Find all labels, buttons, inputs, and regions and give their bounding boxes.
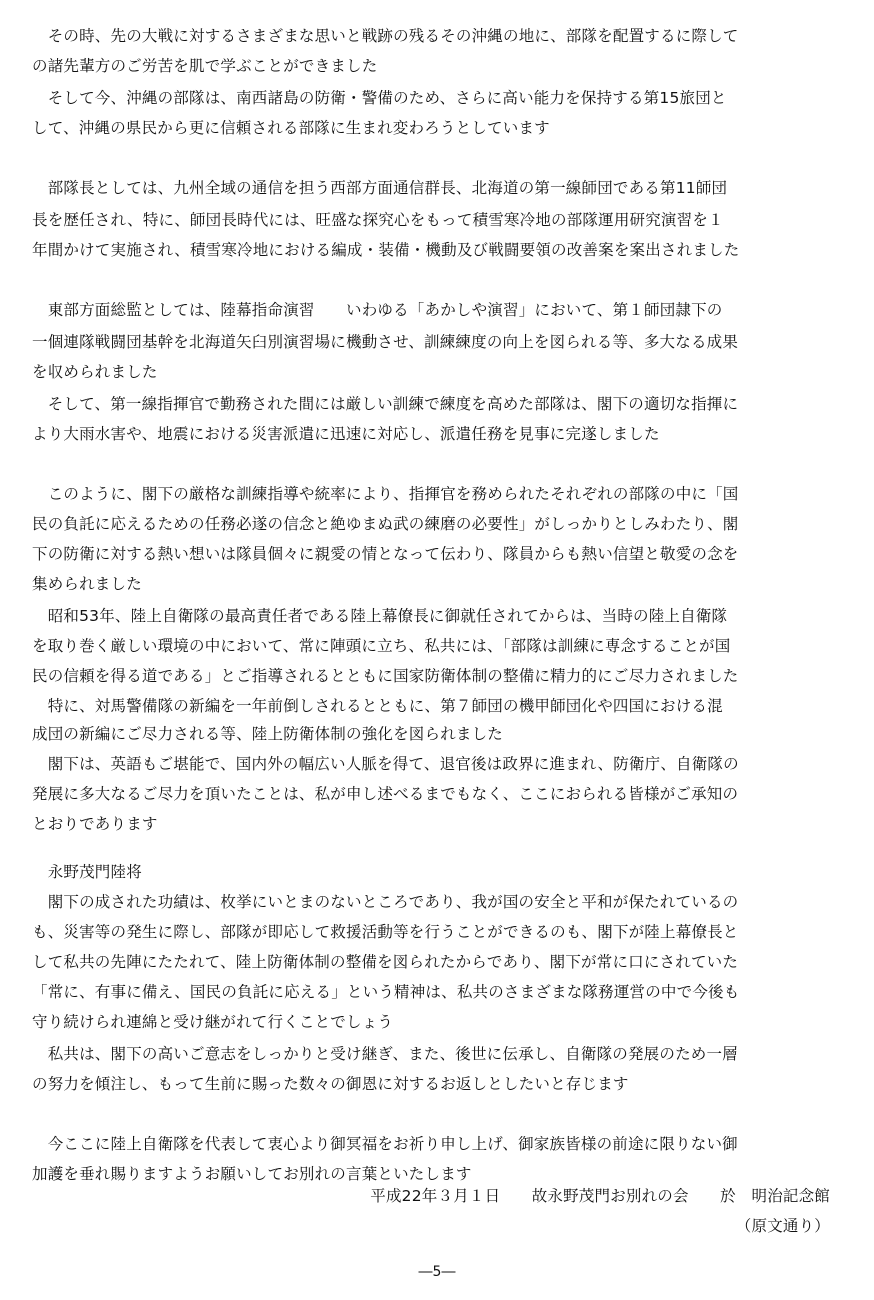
text-line: して私共の先陣にたたれて、陸上防衛体制の整備を図られたからであり、閣下が常に口にされていた	[32, 953, 739, 971]
text-line: 昭和53年、陸上自衛隊の最高責任者である陸上幕僚長に御就任されてからは、当時の陸上自衛隊	[32, 607, 728, 625]
text-line: 永野茂門陸将	[32, 863, 142, 881]
text-line: 下の防衛に対する熱い想いは隊員個々に親愛の情となって伝わり、隊員からも熱い信望と敬愛の念を	[32, 545, 739, 563]
text-line: 民の負託に応えるための任務必遂の信念と絶ゆまぬ武の練磨の必要性」がしっかりとしみわたり、閣	[32, 515, 739, 533]
text-line: 部隊長としては、九州全域の通信を担う西部方面通信群長、北海道の第一線師団である第11師団	[32, 179, 728, 197]
text-line: 私共は、閣下の高いご意志をしっかりと受け継ぎ、また、後世に伝承し、自衛隊の発展のため一層	[32, 1045, 738, 1063]
text-line: 今ここに陸上自衛隊を代表して衷心より御冥福をお祈り申し上げ、御家族皆様の前途に限りない御	[32, 1135, 738, 1153]
text-line: も、災害等の発生に際し、部隊が即応して救援活動等を行うことができるのも、閣下が陸上幕僚長と	[32, 923, 739, 941]
original-text-note: （原文通り）	[735, 1217, 830, 1235]
text-line: そして、第一線指揮官で勤務された間には厳しい訓練で練度を高めた部隊は、閣下の適切な指揮に	[32, 395, 739, 413]
text-line: の努力を傾注し、もって生前に賜った数々の御恩に対するお返しとしたいと存じます	[32, 1075, 629, 1093]
text-line: そして今、沖縄の部隊は、南西諸島の防衛・警備のため、さらに高い能力を保持する第15旅団と	[32, 89, 727, 107]
text-line: 特に、対馬警備隊の新編を一年前倒しされるとともに、第７師団の機甲師団化や四国における混	[32, 697, 723, 715]
text-line: 「常に、有事に備え、国民の負託に応える」という精神は、私共のさまざまな隊務運営の中で今後も	[32, 983, 740, 1001]
text-line: 民の信頼を得る道である」とご指導されるとともに国家防衛体制の整備に精力的にご尽力されました	[32, 667, 739, 685]
text-line: より大雨水害や、地震における災害派遣に迅速に対応し、派遣任務を見事に完遂しました	[32, 425, 660, 443]
text-line: を収められました	[32, 363, 158, 381]
text-line: 閣下は、英語もご堪能で、国内外の幅広い人脈を得て、退官後は政界に進まれ、防衛庁、自衛隊の	[32, 755, 739, 773]
text-line: を取り巻く厳しい環境の中において、常に陣頭に立ち、私共には、「部隊は訓練に専念することが国	[32, 637, 731, 655]
text-line: 一個連隊戦闘団基幹を北海道矢臼別演習場に機動させ、訓練練度の向上を図られる等、多大なる成果	[32, 333, 739, 351]
text-line: 長を歴任され、特に、師団長時代には、旺盛な探究心をもって積雪寒冷地の部隊運用研究演習を１	[32, 211, 724, 229]
text-line: の諸先輩方のご労苦を肌で学ぶことができました	[32, 57, 378, 75]
text-line: 年間かけて実施され、積雪寒冷地における編成・装備・機動及び戦闘要領の改善案を案出されました	[32, 241, 740, 259]
text-line: 守り続けられ連綿と受け継がれて行くことでしょう	[32, 1013, 394, 1031]
page-number: ―5―	[418, 1264, 456, 1280]
text-line: 発展に多大なるご尽力を頂いたことは、私が申し述べるまでもなく、ここにおられる皆様がご承知の	[32, 785, 739, 803]
text-line: して、沖縄の県民から更に信頼される部隊に生まれ変わろうとしています	[32, 119, 550, 137]
date-line: 平成22年３月１日 故永野茂門お別れの会 於 明治記念館	[370, 1187, 830, 1205]
text-line: このように、閣下の厳格な訓練指導や統率により、指揮官を務められたそれぞれの部隊の中に「国	[32, 485, 739, 503]
text-line: とおりであります	[32, 815, 158, 833]
text-line: 加護を垂れ賜りますようお願いしてお別れの言葉といたします	[32, 1165, 472, 1183]
text-line: 成団の新編にご尽力される等、陸上防衛体制の強化を図られました	[32, 725, 504, 743]
text-line: 閣下の成された功績は、枚挙にいとまのないところであり、我が国の安全と平和が保たれているの	[32, 893, 739, 911]
text-line: その時、先の大戦に対するさまざまな思いと戦跡の残るその沖縄の地に、部隊を配置するに際して	[32, 27, 739, 45]
text-line: 東部方面総監としては、陸幕指命演習 いわゆる「あかしや演習」において、第１師団隷下の	[32, 301, 723, 319]
text-line: 集められました	[32, 575, 142, 593]
